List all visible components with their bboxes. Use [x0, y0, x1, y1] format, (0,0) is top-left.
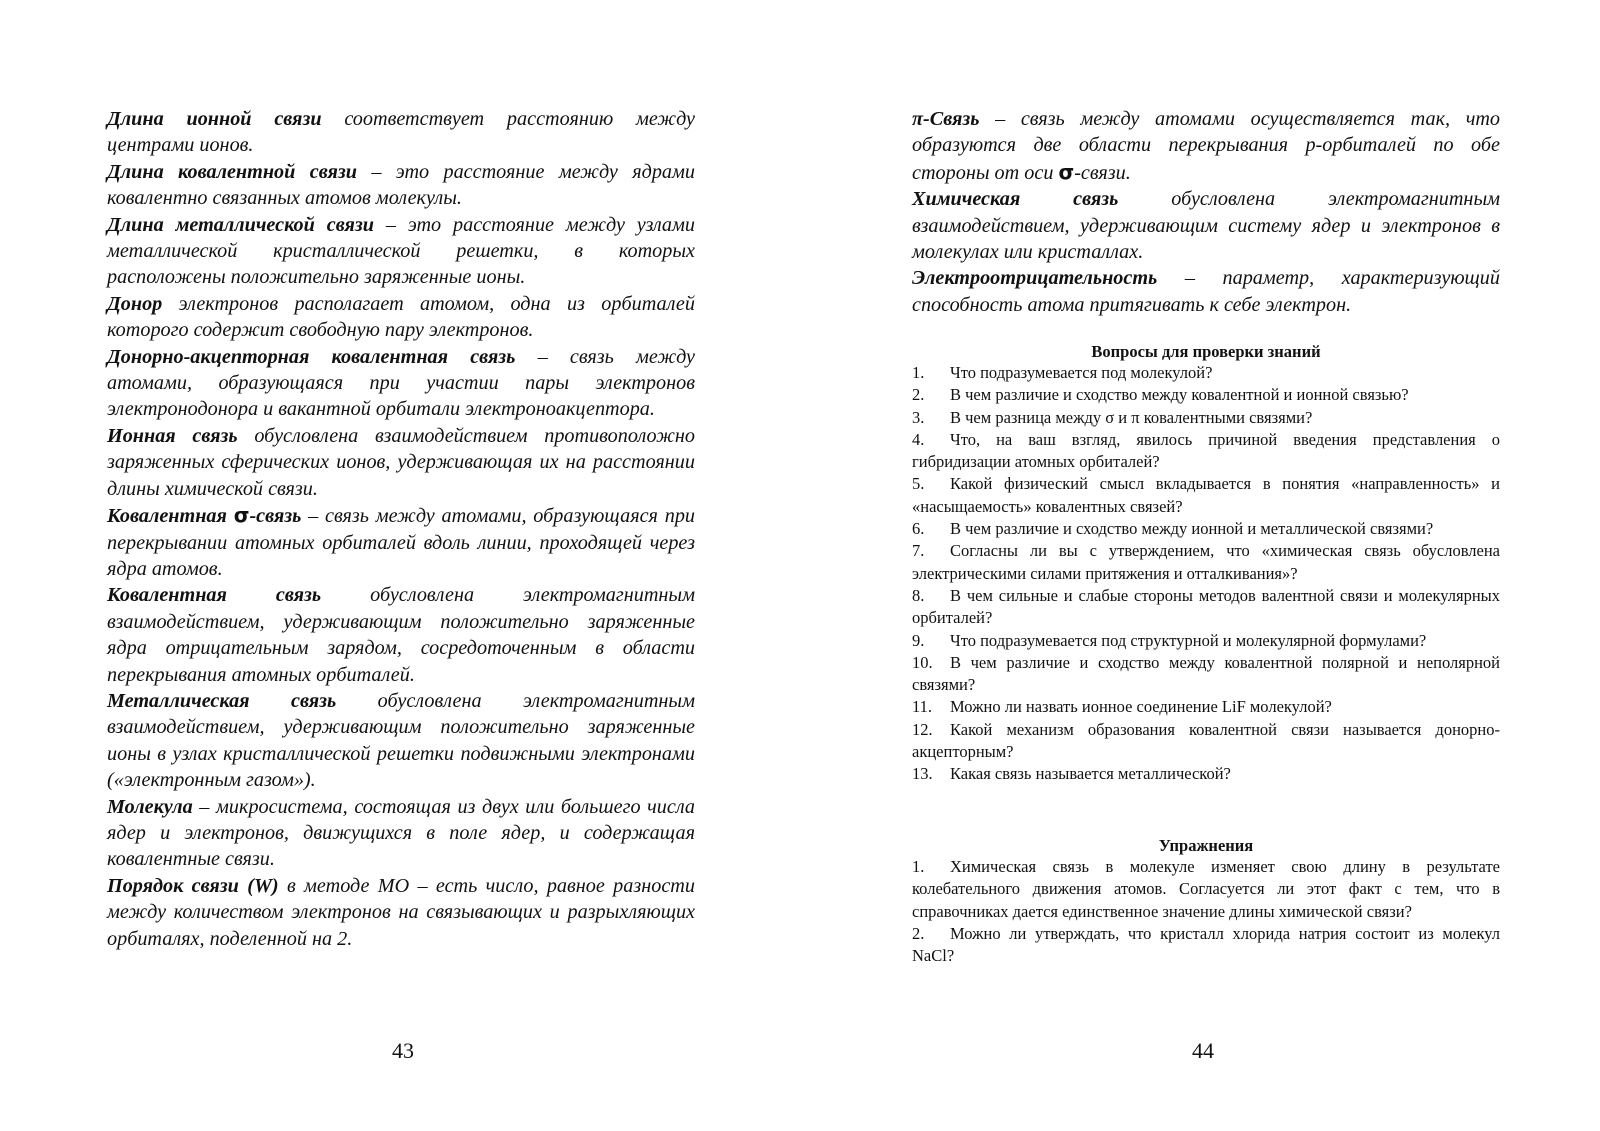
question-item	[912, 763, 1500, 785]
glossary-entry	[107, 212, 695, 291]
question-text: Какой физический смысл вкладывается в понятия «направленность» и «насыщаемость» ковалентных связей?	[912, 474, 1500, 516]
glossary-entry	[912, 186, 1500, 265]
right-page	[800, 0, 1600, 1131]
question-number: 12.	[912, 719, 933, 739]
page-number: 44	[1192, 1038, 1214, 1063]
glossary-definition: – параметр, характеризующий способность атома притягивать к себе электрон.	[912, 267, 1500, 316]
question-text: Что подразумевается под молекулой?	[950, 363, 1213, 382]
glossary-entry	[107, 582, 695, 688]
question-item	[912, 429, 1500, 474]
question-text: Какой механизм образования ковалентной связи называется донорно-акцепторным?	[912, 719, 1500, 762]
glossary-term: Электроотрицательность	[912, 267, 1158, 290]
question-item	[912, 407, 1500, 429]
question-number: 13.	[912, 764, 933, 784]
glossary-right	[912, 106, 1500, 318]
glossary-definition: – связь между атомами, образующаяся при участии пары электронов электронодонора и вакантной орбитали электроноакцептора.	[107, 345, 695, 421]
glossary-definition: – микросистема, состоящая из двух или большего числа ядер и электронов, движущихся в поле ядер, и содержащая ковалентные связи.	[107, 795, 695, 871]
question-number: 2.	[912, 385, 925, 405]
question-text: В чем различие и сходство между ковалентной полярной и неполярной связями?	[912, 652, 1500, 695]
question-text: Согласны ли вы с утверждением, что «химическая связь обусловлена электрическими силами притяжения и отталкивания»?	[912, 541, 1500, 583]
question-item	[912, 540, 1500, 585]
sigma-symbol: σ	[233, 503, 250, 528]
exercise-number: 1.	[912, 857, 925, 876]
glossary-term: Донорно-акцепторная ковалентная связь	[107, 345, 516, 368]
glossary-entry	[912, 265, 1500, 318]
question-text: Что подразумевается под структурной и молекулярной формулами?	[950, 630, 1427, 650]
glossary-definition: в методе МО – есть число, равное разности между количеством электронов на связывающих и разрыхляющих орбиталях, поделенной на 2.	[107, 874, 695, 950]
exercise-text: Можно ли утверждать, что кристалл хлорида натрия состоит из молекул NaCl?	[912, 923, 1500, 966]
question-item	[912, 518, 1500, 540]
glossary-term: Порядок связи (W)	[107, 874, 279, 897]
glossary-term: Химическая связь	[912, 188, 1119, 211]
glossary-entry	[107, 106, 695, 159]
question-number: 9.	[912, 630, 925, 650]
question-text: В чем различие и сходство между ковалентной и ионной связью?	[950, 385, 1409, 405]
glossary-term: π-Связь	[912, 108, 980, 130]
exercise-number: 2.	[912, 923, 925, 943]
term-prefix: Ковалентная	[107, 505, 234, 528]
glossary-entry	[107, 794, 695, 873]
question-text: Можно ли назвать ионное соединение LiF молекулой?	[950, 697, 1332, 717]
glossary-definition: – это расстояние между узлами металлической кристаллической решетки, в которых расположены положительно заряженные ионы.	[107, 213, 695, 289]
glossary-definition: электронов располагает атомом, одна из орбиталей которого содержит свободную пару электронов.	[107, 292, 695, 342]
glossary-definition: обусловлена взаимодействием противоположно заряженных сферических ионов, удерживающая их на расстоянии длины химической связи.	[107, 424, 695, 500]
question-number: 10.	[912, 652, 933, 672]
glossary-definition: – связь между атомами осуществляется так, что образуются две области перекрывания p-орбиталей по обе стороны от оси	[912, 108, 1500, 184]
question-item	[912, 585, 1500, 630]
glossary-term: Длина ионной связи	[107, 108, 322, 130]
glossary-entry	[107, 159, 695, 212]
question-text: Какая связь называется металлической?	[950, 764, 1231, 784]
question-number: 6.	[912, 519, 925, 539]
glossary-definition: – это расстояние между ядрами ковалентно связанных атомов молекулы.	[107, 160, 696, 210]
glossary-entry	[107, 502, 695, 582]
question-item	[912, 362, 1500, 384]
question-item	[912, 384, 1500, 406]
glossary-term: Донор	[107, 292, 163, 315]
glossary-left	[107, 106, 695, 952]
glossary-definition-tail: -связи.	[1074, 161, 1131, 184]
exercises-list	[912, 856, 1500, 967]
term-suffix: -связь	[249, 505, 302, 528]
question-number: 1.	[912, 363, 925, 382]
question-text: Что, на ваш взгляд, явилось причиной введения представления о гибридизации атомных орбиталей?	[912, 429, 1500, 472]
glossary-term: Молекула	[107, 795, 193, 818]
page-number: 43	[392, 1038, 414, 1063]
glossary-entry	[107, 344, 695, 423]
glossary-term	[107, 505, 301, 527]
glossary-term: Ионная связь	[107, 424, 238, 447]
glossary-definition: соответствует расстоянию между центрами ионов.	[107, 108, 695, 157]
exercise-item	[912, 923, 1500, 968]
question-number: 8.	[912, 585, 925, 605]
glossary-term: Длина ковалентной связи	[107, 160, 357, 183]
question-item	[912, 696, 1500, 718]
exercise-text: Химическая связь в молекуле изменяет свою длину в результате колебательного движения атомов. Согласуется ли этот факт с тем, что в справочниках дается единственное значение длины химической связи?	[912, 857, 1500, 921]
question-number: 11.	[912, 697, 933, 717]
glossary-entry	[107, 423, 695, 502]
question-item	[912, 719, 1500, 764]
glossary-entry	[107, 873, 695, 952]
question-text: В чем разница между σ и π ковалентными связями?	[950, 407, 1313, 427]
sigma-symbol: σ	[1058, 159, 1075, 184]
exercise-item	[912, 856, 1500, 923]
glossary-definition: обусловлена электромагнитным взаимодействием, удерживающим систему ядер и электронов в молекулах или кристаллах.	[912, 188, 1500, 264]
question-item	[912, 652, 1500, 697]
question-number: 3.	[912, 407, 925, 427]
glossary-term: Длина металлической связи	[107, 213, 374, 236]
glossary-definition: – связь между атомами, образующаяся при перекрывании атомных орбиталей вдоль линии, проходящей через ядра атомов.	[107, 505, 696, 580]
glossary-definition: обусловлена электромагнитным взаимодействием, удерживающим положительно заряженные ядра отрицательным зарядом, сосредоточенным в области перекрывания атомных орбиталей.	[107, 584, 695, 686]
question-text: В чем сильные и слабые стороны методов валентной связи и молекулярных орбиталей?	[912, 585, 1500, 628]
questions-list	[912, 362, 1500, 786]
glossary-term: Ковалентная связь	[107, 584, 322, 607]
exercises-heading: Упражнения	[1158, 836, 1254, 855]
glossary-definition: обусловлена электромагнитным взаимодействием, удерживающим положительно заряженные ионы в узлах кристаллической решетки подвижными электронами («электронным газом»).	[107, 689, 695, 792]
glossary-entry	[107, 688, 695, 794]
questions-heading: Вопросы для проверки знаний	[1091, 342, 1321, 361]
question-text: В чем различие и сходство между ионной и металлической связями?	[950, 519, 1434, 539]
question-number: 4.	[912, 429, 925, 449]
question-item	[912, 473, 1500, 518]
glossary-entry	[912, 106, 1500, 186]
question-number: 5.	[912, 474, 925, 494]
question-item	[912, 630, 1500, 652]
glossary-entry	[107, 291, 695, 344]
glossary-term: Металлическая связь	[107, 689, 337, 712]
question-number: 7.	[912, 541, 925, 561]
